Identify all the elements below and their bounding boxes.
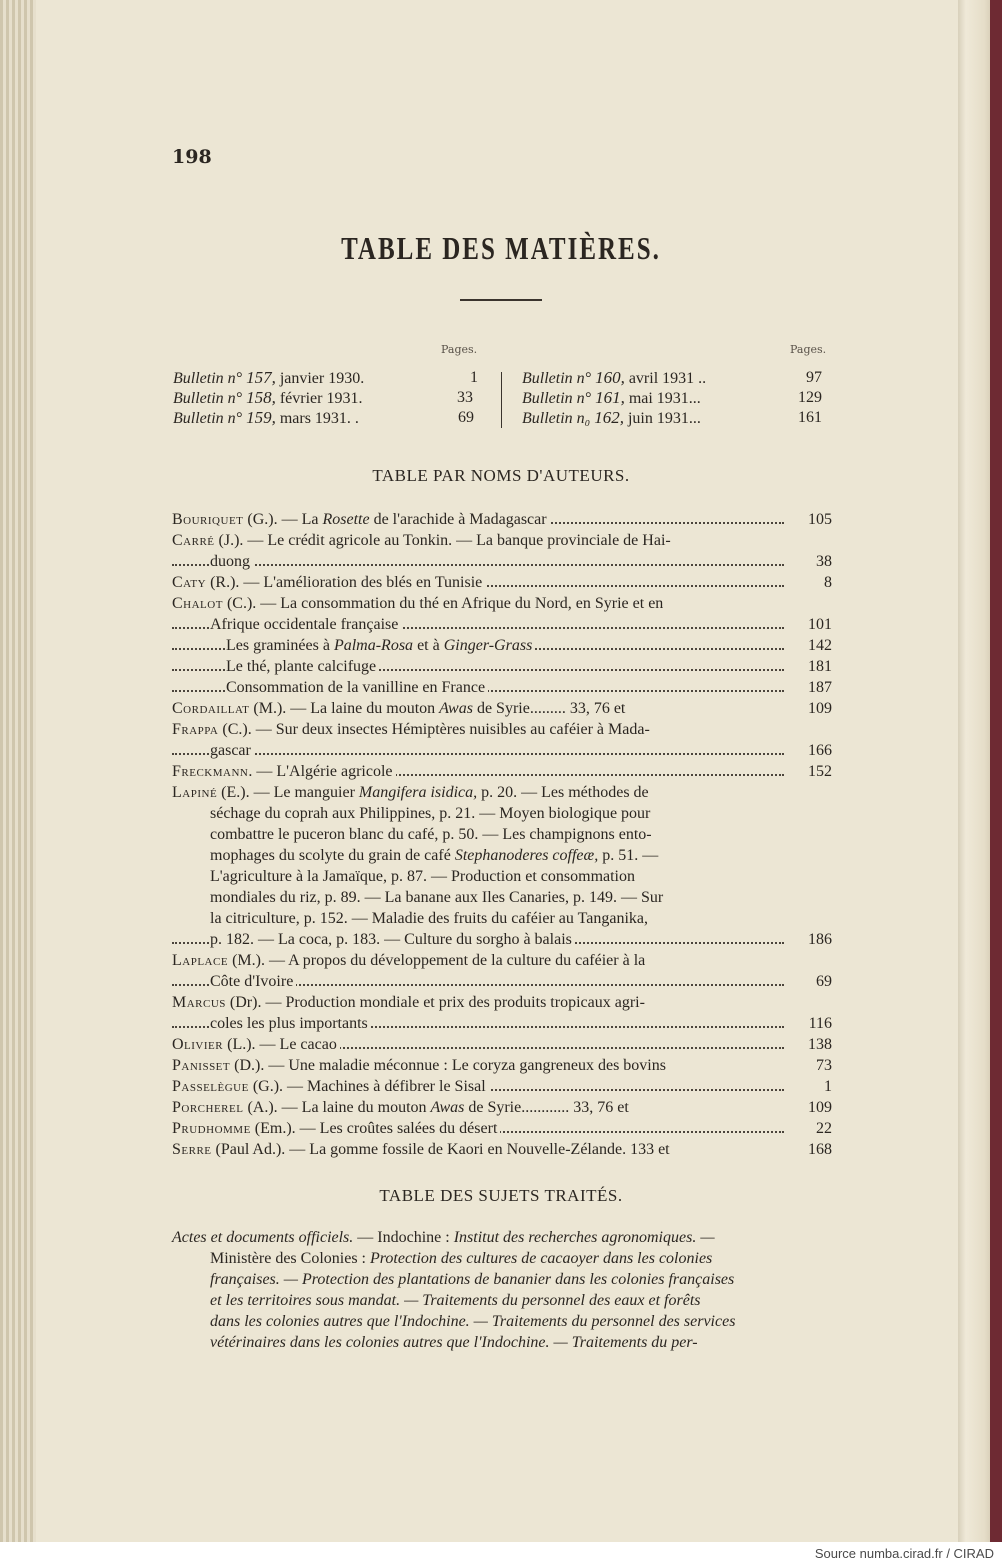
index-entry-continuation: gascar 166 <box>172 740 832 761</box>
bulletin-page: 97 <box>806 369 822 386</box>
index-subentry: Les graminées à Palma-Rosa et à Ginger-Grass 142 <box>172 635 832 656</box>
index-entry-continuation: mophages du scolyte du grain de café Stephanoderes coffeæ, p. 51. — <box>172 845 832 866</box>
bulletin-row: Bulletin n° 159, mars 1931. . <box>173 408 359 427</box>
index-entry: Chalot (C.). — La consommation du thé en Afrique du Nord, en Syrie et en <box>172 593 832 614</box>
pages-header-right: Pages. <box>790 343 827 356</box>
pages-header-left: Pages. <box>441 343 478 356</box>
page-number: 198 <box>172 146 212 168</box>
index-entry: Prudhomme (Em.). — Les croûtes salées du désert 22 <box>172 1120 832 1137</box>
bulletin-page: 129 <box>798 389 822 406</box>
subject-line: et les territoires sous mandat. — Traitements du personnel des eaux et forêts <box>172 1290 832 1311</box>
subjects-section-title: TABLE DES SUJETS TRAITÉS. <box>379 1186 623 1205</box>
subject-line: françaises. — Protection des plantations de bananier dans les colonies françaises <box>172 1269 832 1290</box>
index-subentry: Consommation de la vanilline en France 187 <box>172 677 832 698</box>
bulletin-page: 161 <box>798 409 822 426</box>
index-entry: Carré (J.). — Le crédit agricole au Tonkin. — La banque provinciale de Hai- <box>172 530 832 551</box>
bulletin-row: Bulletin n° 160, avril 1931 .. <box>522 368 707 387</box>
subject-line: Ministère des Colonies : Protection des cultures de cacaoyer dans les colonies <box>172 1248 832 1269</box>
index-entry-continuation: coles les plus importants 116 <box>172 1013 832 1034</box>
index-entry-continuation: la citriculture, p. 152. — Maladie des fruits du caféier au Tanganika, <box>172 908 832 929</box>
source-credit: Source numba.cirad.fr / CIRAD <box>814 1546 994 1561</box>
index-entry: Olivier (L.). — Le cacao 138 <box>172 1036 832 1053</box>
index-entry-continuation: Côte d'Ivoire 69 <box>172 971 832 992</box>
index-entry: Cordaillat (M.). — La laine du mouton Awas de Syrie......... 33, 76 et 109 <box>172 700 832 717</box>
author-index <box>172 509 832 1160</box>
index-entry: Bouriquet (G.). — La Rosette de l'arachide à Madagascar 105 <box>172 511 832 528</box>
index-entry-continuation: séchage du coprah aux Philippines, p. 21. — Moyen biologique pour <box>172 803 832 824</box>
index-entry: Passelègue (G.). — Machines à défibrer le Sisal 1 <box>172 1078 832 1095</box>
bulletin-page: 69 <box>458 409 474 426</box>
subject-line: Actes et documents officiels. — Indochine : Institut des recherches agronomiques. — <box>172 1227 832 1248</box>
subject-line: dans les colonies autres que l'Indochine. — Traitements du personnel des services <box>172 1311 832 1332</box>
index-entry: Freckmann. — L'Algérie agricole 152 <box>172 763 832 780</box>
authors-section-title: TABLE PAR NOMS D'AUTEURS. <box>372 466 630 485</box>
bulletin-row: Bulletin n° 157, janvier 1930. <box>173 368 365 387</box>
index-entry: Serre (Paul Ad.). — La gomme fossile de Kaori en Nouvelle-Zélande. 133 et 168 <box>172 1141 832 1158</box>
bulletin-row: Bulletin n₀ 162, juin 1931... <box>522 408 701 427</box>
page-title: TABLE DES MATIÈRES. <box>341 232 661 267</box>
index-entry: Marcus (Dr). — Production mondiale et prix des produits tropicaux agri- <box>172 992 832 1013</box>
bulletin-page: 1 <box>470 369 478 386</box>
index-entry-continuation: duong 38 <box>172 551 832 572</box>
index-entry-continuation: L'agriculture à la Jamaïque, p. 87. — Production et consommation <box>172 866 832 887</box>
index-entry: Lapiné (E.). — Le manguier Mangifera isidica, p. 20. — Les méthodes de <box>172 782 832 803</box>
index-entry: Caty (R.). — L'amélioration des blés en Tunisie 8 <box>172 574 832 591</box>
subject-index <box>172 1227 832 1353</box>
index-entry-continuation: combattre le puceron blanc du café, p. 50. — Les champignons ento- <box>172 824 832 845</box>
subject-line: vétérinaires dans les colonies autres que l'Indochine. — Traitements du per- <box>172 1332 832 1353</box>
index-entry-continuation: mondiales du riz, p. 89. — La banane aux Iles Canaries, p. 149. — Sur <box>172 887 832 908</box>
index-entry-continuation: p. 182. — La coca, p. 183. — Culture du sorgho à balais 186 <box>172 929 832 950</box>
index-entry: Frappa (C.). — Sur deux insectes Hémiptères nuisibles au caféier à Mada- <box>172 719 832 740</box>
index-subentry: Le thé, plante calcifuge 181 <box>172 656 832 677</box>
index-entry: Porcherel (A.). — La laine du mouton Awas de Syrie............ 33, 76 et 109 <box>172 1099 832 1116</box>
index-entry: Laplace (M.). — A propos du développement de la culture du caféier à la <box>172 950 832 971</box>
bulletin-row: Bulletin n° 161, mai 1931... <box>522 388 701 407</box>
title-rule <box>460 299 542 301</box>
index-entry: Panisset (D.). — Une maladie méconnue : Le coryza gangreneux des bovins 73 <box>172 1057 832 1074</box>
column-divider <box>501 372 502 428</box>
bulletin-page: 33 <box>457 389 473 406</box>
bulletin-row: Bulletin n° 158, février 1931. <box>173 388 363 407</box>
index-entry-continuation: Afrique occidentale française 101 <box>172 614 832 635</box>
